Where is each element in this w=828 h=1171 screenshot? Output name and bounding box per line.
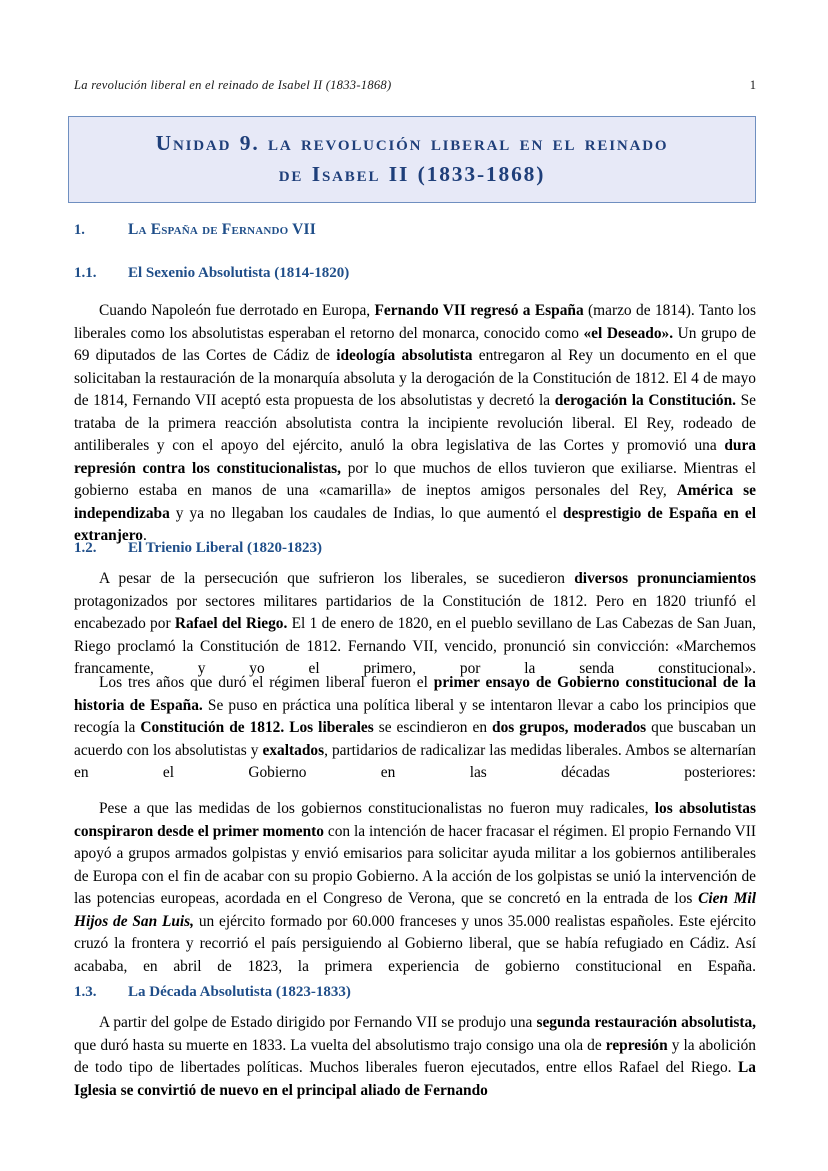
- section-title: La Década Absolutista (1823-1833): [128, 984, 351, 1000]
- text-run: A pesar de la persecución que sufrieron los liberales, se sucedieron: [99, 570, 575, 587]
- text-run: Constitución de 1812. Los liberales: [140, 719, 374, 737]
- running-header: [74, 78, 756, 93]
- text-run: Cuando Napoleón fue derrotado en Europa,: [99, 302, 375, 319]
- section-title: El Trienio Liberal (1820-1823): [128, 540, 323, 556]
- paragraph-sexenio-absolutista: [74, 300, 756, 571]
- text-run: Los tres años que duró el régimen liberal fueron el: [99, 674, 434, 691]
- text-run: represión: [605, 1036, 668, 1054]
- text-run: .: [142, 527, 147, 545]
- section-heading-1-1: [74, 265, 756, 282]
- text-run: Cien Mil Hijos de San Luis,: [74, 890, 756, 930]
- section-number: 1.3.: [74, 984, 97, 1000]
- text-run: diversos pronunciamientos: [574, 570, 756, 587]
- text-run: «el Deseado».: [583, 324, 674, 342]
- text-run: se escindieron en: [373, 719, 493, 737]
- unit-title-line-1: Unidad 9. la revolución liberal en el reinado: [155, 131, 669, 155]
- section-title: La España de Fernando VII: [128, 221, 316, 238]
- section-heading-1-2: [74, 540, 756, 557]
- unit-title-box: [68, 116, 756, 203]
- text-run: Rafael del Riego.: [174, 615, 288, 633]
- paragraph-trienio-conspiracion: [74, 798, 756, 1001]
- text-run: dos grupos, moderados: [492, 719, 647, 737]
- text-run: desprestigio de España en el extranjero: [74, 504, 756, 545]
- page-number: 1: [749, 78, 756, 92]
- text-run: Pese a que las medidas de los gobiernos constitucionalistas no fueron muy radicales,: [99, 800, 655, 817]
- section-number: 1.1.: [74, 265, 97, 281]
- section-title: El Sexenio Absolutista (1814-1820): [128, 265, 350, 281]
- text-run: segunda restauración absolutista,: [536, 1014, 756, 1031]
- text-run: por lo que muchos de ellos tuvieron que exiliarse. Mientras el gobierno estaba en manos de una «camarilla» de ineptos amigos personales del Rey,: [74, 459, 756, 500]
- text-run: A partir del golpe de Estado dirigido por Fernando VII se produjo una: [99, 1014, 537, 1031]
- running-header-title: La revolución liberal en el reinado de Isabel II (1833-1868): [74, 78, 392, 92]
- text-run: Un grupo de 69 diputados de las Cortes de Cádiz de: [74, 324, 756, 365]
- unit-title-line-2: de Isabel II (1833-1868): [278, 161, 546, 186]
- text-run: Se trataba de la primera reacción absolutista contra la incipiente revolución liberal. El Rey, rodeado de antiliberales y con el apoyo del ejército, anuló la obra legislativa de las Cortes y promovió una: [74, 392, 756, 455]
- text-run: los absolutistas conspiraron desde el primer momento: [74, 800, 756, 840]
- text-run: dura represión contra los constitucionalistas,: [74, 437, 756, 477]
- text-run: exaltados: [262, 741, 325, 759]
- text-run: (marzo de 1814). Tanto los liberales como los absolutistas esperaban el retorno del monarca, conocido como: [74, 302, 756, 342]
- text-run: primer ensayo de Gobierno constitucional de la historia de España.: [74, 674, 757, 714]
- text-run: y ya no llegaban los caudales de Indias, lo que aumentó el: [169, 504, 563, 522]
- text-run: un ejército formado por 60.000 franceses y unos 35.000 realistas españoles. Este ejército cruzó la frontera y recorrió el país persiguiendo al Gobierno liberal, que se había refugiado en Cádiz. Así acababa, en abril de 1823, la primera experiencia de gobierno constitucional en España.: [74, 912, 757, 975]
- text-run: con la intención de hacer fracasar el régimen. El propio Fernando VII apoyó a grupos armados golpistas y envió emisarios para solicitar ayuda militar a los gobiernos antiliberales de Europa con el fin de acabar con su propio Gobierno. A la acción de los golpistas se unió la intervención de las potencias europeas, acordada en el Congreso de Verona, que se concretó en la entrada de los: [74, 822, 756, 908]
- text-run: Fernando VII regresó a España: [374, 302, 584, 319]
- text-run: , partidarios de radicalizar las medidas liberales. Ambos se alternarían en el Gobierno en las décadas posteriores:: [74, 741, 756, 782]
- section-heading-1: [74, 221, 756, 239]
- text-run: entregaron al Rey un documento en el que solicitaban la restauración de la monarquía absoluta y la derogación de la Constitución de 1812. El 4 de mayo de 1814, Fernando VII aceptó esta propuesta de los absolutistas y decretó la: [74, 347, 756, 410]
- section-number: 1.2.: [74, 540, 97, 556]
- paragraph-trienio-gobierno-constitucional: [74, 672, 756, 807]
- text-run: que duró hasta su muerte en 1833. La vuelta del absolutismo trajo consigo una ola de: [74, 1036, 606, 1054]
- text-run: América se independizaba: [74, 482, 757, 522]
- text-run: Se puso en práctica una política liberal y se intentaron llevar a cabo los principios que recogía la: [74, 696, 756, 737]
- text-run: derogación la Constitución.: [554, 392, 736, 410]
- text-run: y la abolición de todo tipo de libertades políticas. Muchos liberales fueron ejecutados, entre ellos Rafael del Riego.: [74, 1036, 756, 1077]
- text-run: protagonizados por sectores militares partidarios de la Constitución de 1812. Pero en 1820 triunfó el encabezado por: [74, 592, 756, 633]
- text-run: El 1 de enero de 1820, en el pueblo sevillano de Las Cabezas de San Juan, Riego proclamó la Constitución de 1812. Fernando VII, vencido, pronunció sin convicción: «Marchemos francamente, y yo el primero, por la senda constitucional».: [74, 615, 757, 678]
- section-heading-1-3: [74, 984, 756, 1001]
- text-run: La Iglesia se convirtió de nuevo en el principal aliado de Fernando: [74, 1059, 756, 1099]
- text-run: ideología absolutista: [336, 347, 473, 365]
- section-number: 1.: [74, 222, 85, 238]
- text-run: que buscaban un acuerdo con los absolutistas y: [74, 719, 757, 759]
- paragraph-decada-absolutista: [74, 1012, 756, 1102]
